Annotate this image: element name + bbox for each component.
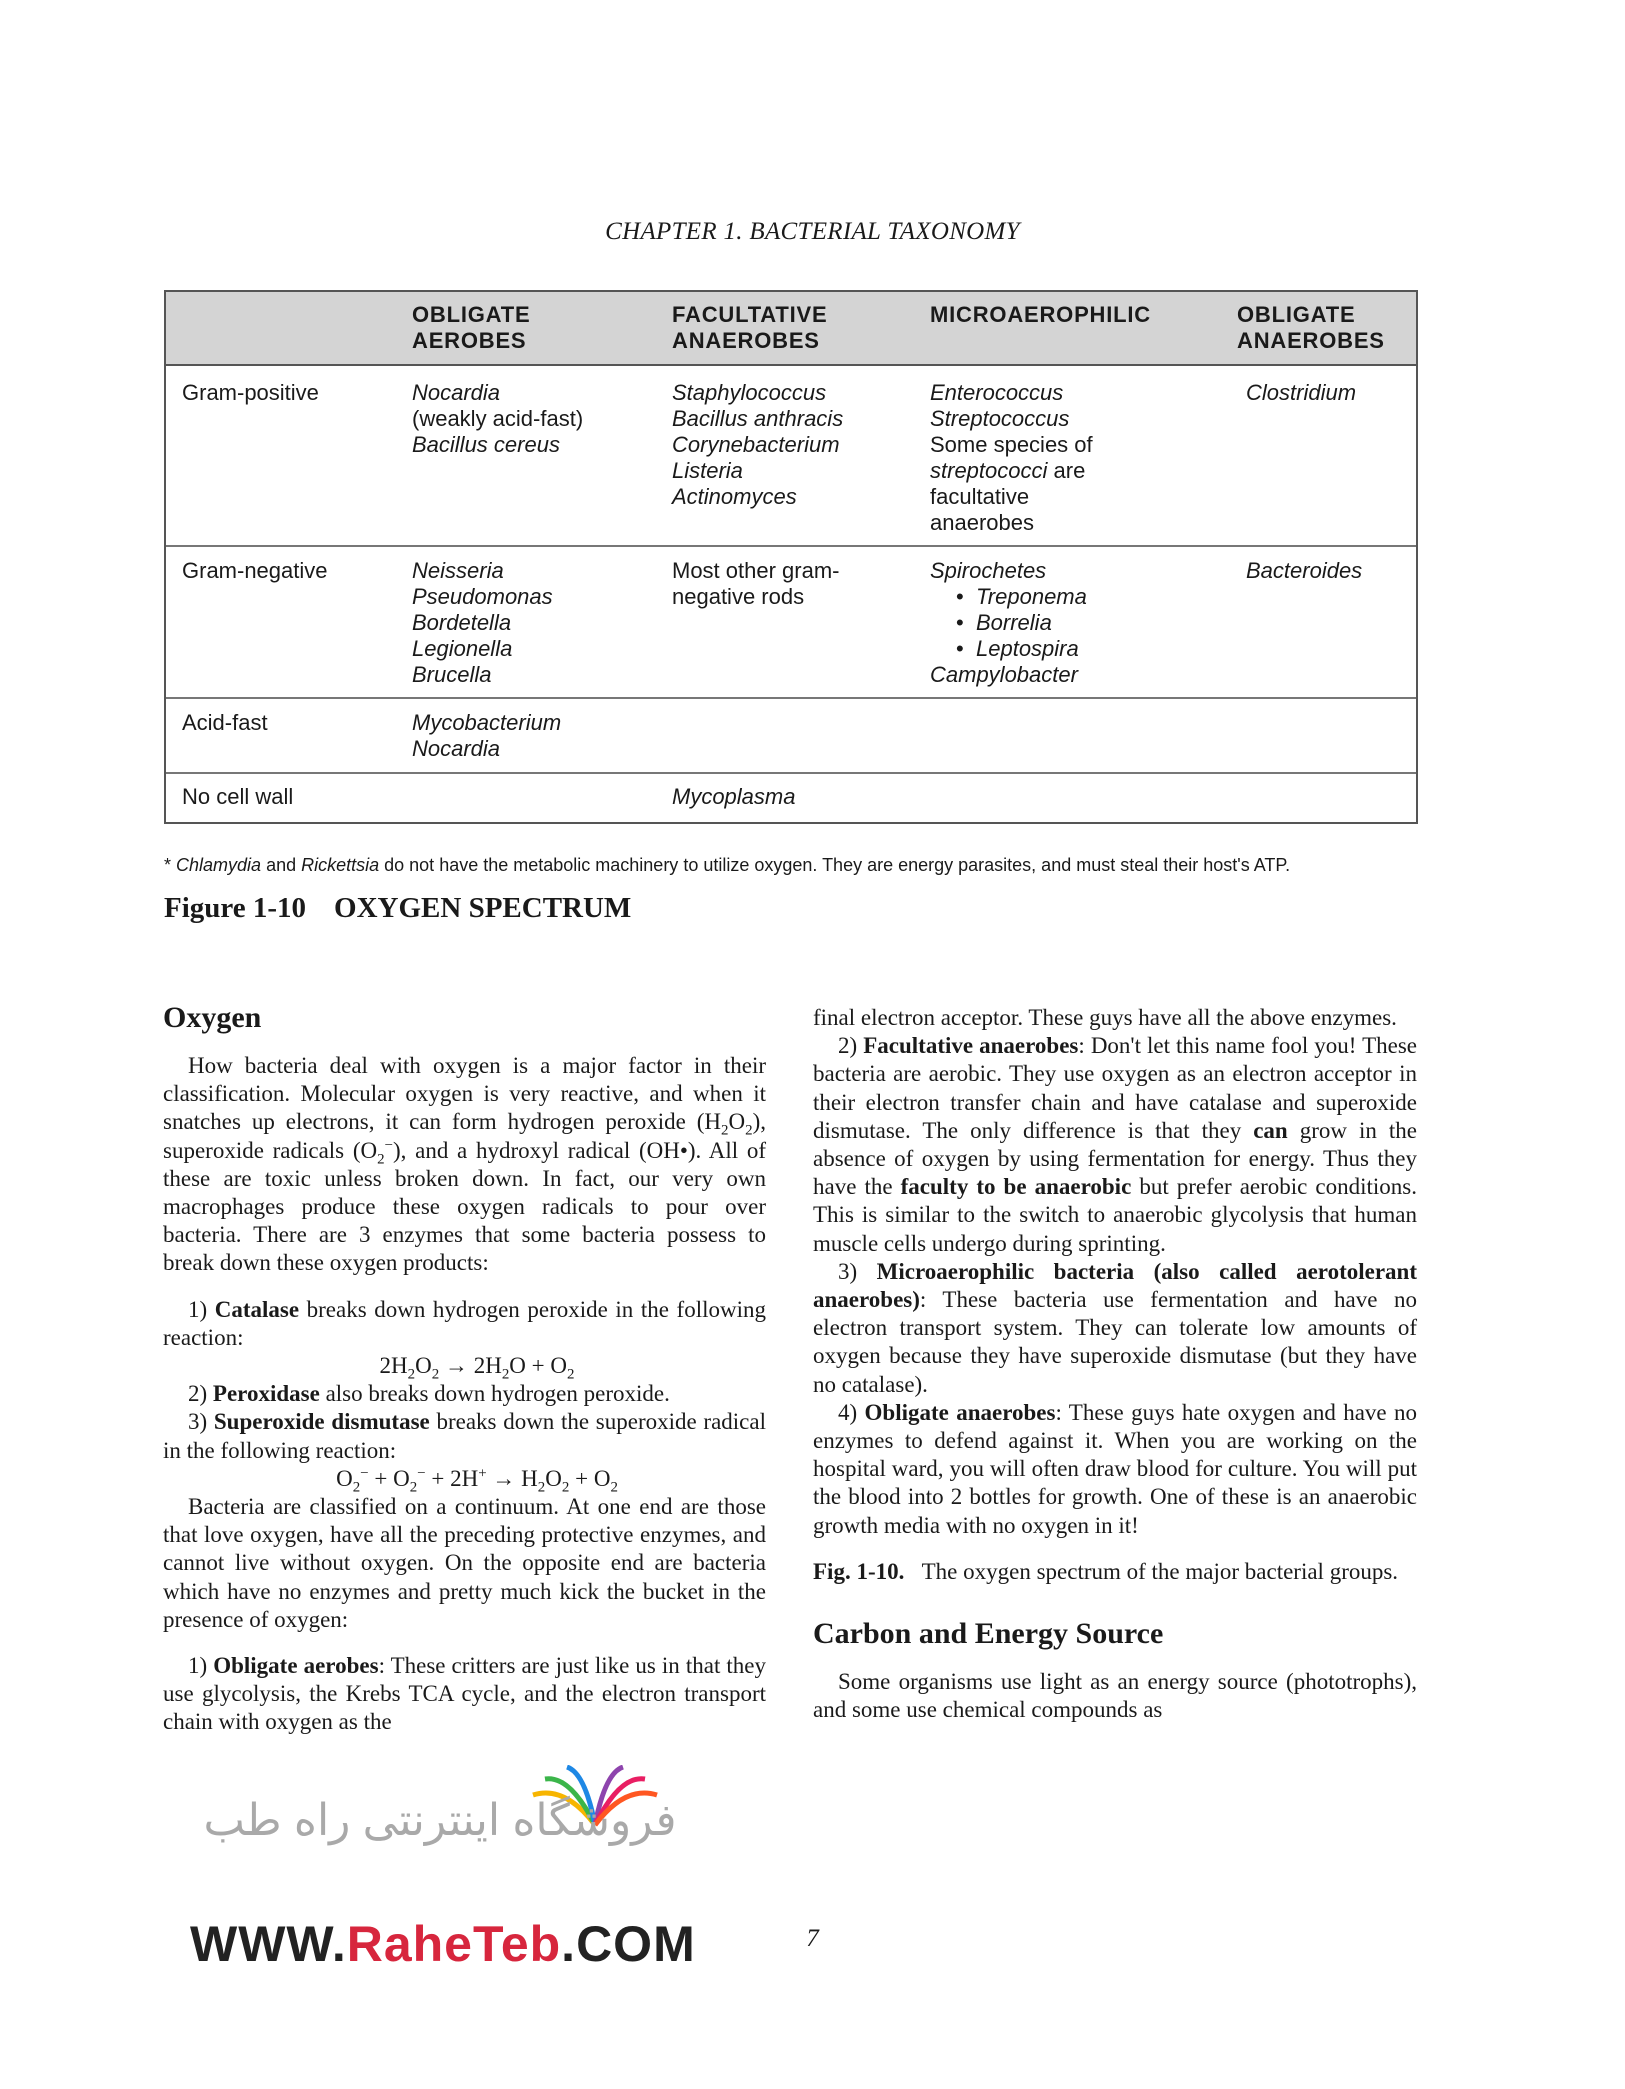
- cell-gram-positive-obligate-aerobes: Nocardia (weakly acid-fast) Bacillus cereus: [412, 380, 584, 457]
- cell-acid-fast-obligate-aerobes: Mycobacterium Nocardia: [412, 710, 562, 761]
- paragraph-continuum: Bacteria are classified on a continuum. At one end are those that love oxygen, have all the preceding protective enzymes, and cannot live without oxygen. On the opposite end are bacteria which have no enzymes and pretty much kick the bucket in the presence of oxygen:: [163, 1494, 766, 1632]
- watermark: [190, 1785, 710, 1995]
- col-header-microaerophilic: MICROAEROPHILIC: [930, 302, 1151, 327]
- paragraph-aerobes-continued: final electron acceptor. These guys have all the above enzymes.: [813, 1005, 1397, 1030]
- row-divider: [166, 545, 1416, 547]
- cell-gram-positive-obligate-anaerobes: Clostridium: [1246, 380, 1357, 405]
- oxygen-spectrum-table: [164, 290, 1418, 824]
- running-head: CHAPTER 1. BACTERIAL TAXONOMY: [605, 218, 1020, 245]
- section-heading-oxygen: Oxygen: [163, 1001, 262, 1034]
- row-label-no-cell-wall: No cell wall: [182, 784, 294, 809]
- figure-caption: Fig. 1-10. The oxygen spectrum of the major bacterial groups.: [813, 1558, 1399, 1584]
- equation-superoxide-dismutase: $O_2^- + O_2^- + 2H^+ \to H_2O_2 + O_2$: [336, 1465, 618, 1496]
- paragraph-facultative-anaerobes: 2) Facultative anaerobes: Don't let this name fool you! These bacteria are aerobic. They use oxygen as an electron acceptor in their electron transfer chain and have catalase and superoxide dismutase. The only difference is that they can grow in the absence of oxygen by using fermentation for energy. Thus they have the faculty to be anaerobic but prefer aerobic conditions. This is similar to the switch to anaerobic glycolysis that human muscle cells undergo during sprinting.: [813, 1033, 1418, 1256]
- row-label-gram-positive: Gram-positive: [182, 380, 319, 405]
- left-column: [163, 1000, 766, 1737]
- row-divider: [166, 697, 1416, 699]
- cell-gram-positive-facultative-anaerobes: Staphylococcus Bacillus anthracis Corynebacterium Listeria Actinomyces: [672, 380, 844, 509]
- cell-gram-negative-microaerophilic: Spirochetes • Treponema • Borrelia • Leptospira Campylobacter: [930, 558, 1087, 688]
- paragraph-microaerophilic: 3) Microaerophilic bacteria (also called aerotolerant anaerobes): These bacteria use fermentation and have no electron transport system. They can tolerate low amounts of oxygen because they have superoxide dismutase (but they have no catalase).: [813, 1258, 1417, 1397]
- watermark-url: WWW.RaheTeb.COM: [190, 1916, 696, 1972]
- equation-catalase: $2H_2O_2 \to 2H_2O + O_2$: [379, 1353, 575, 1383]
- paragraph-carbon-energy: Some organisms use light as an energy source (phototrophs), and some use chemical compounds as: [813, 1669, 1417, 1723]
- row-label-acid-fast: Acid-fast: [182, 710, 268, 735]
- col-header-obligate-aerobes: OBLIGATE AEROBES: [412, 302, 531, 353]
- cell-gram-negative-obligate-aerobes: Neisseria Pseudomonas Bordetella Legionella Brucella: [412, 558, 553, 687]
- cell-gram-negative-facultative-anaerobes: Most other gram- negative rods: [672, 558, 840, 609]
- figure-title: Figure 1-10 OXYGEN SPECTRUM: [164, 892, 632, 924]
- paragraph-oxygen-intro: How bacteria deal with oxygen is a major factor in their classification. Molecular oxygen is very reactive, and when it snatches up electrons, it can form hydrogen peroxide $(H_2O_2)$, superoxide radicals $(O_2^-)$, and a hydroxyl radical (OH•). All of these are toxic unless broken down. In fact, our very own macrophages produce these oxygen radicals to pour over bacteria. There are 3 enzymes that some bacteria possess to break down these oxygen products:: [163, 1053, 766, 1276]
- table-footnote: * Chlamydia and Rickettsia do not have the metabolic machinery to utilize oxygen. They are energy parasites, and must steal their host's ATP.: [164, 855, 1291, 875]
- paragraph-catalase: 1) Catalase breaks down hydrogen peroxide in the following reaction:: [163, 1296, 766, 1350]
- table-header-row: [166, 292, 1416, 366]
- cell-no-cell-wall-facultative-anaerobes: Mycoplasma: [672, 784, 796, 809]
- section-heading-carbon-energy: Carbon and Energy Source: [813, 1617, 1164, 1651]
- col-header-facultative-anaerobes: FACULTATIVE ANAEROBES: [672, 302, 828, 353]
- paragraph-superoxide-dismutase: 3) Superoxide dismutase breaks down the superoxide radical in the following reaction:: [163, 1409, 766, 1463]
- cell-gram-negative-obligate-anaerobes: Bacteroides: [1246, 558, 1363, 583]
- col-header-obligate-anaerobes: OBLIGATE ANAEROBES: [1237, 302, 1385, 353]
- paragraph-peroxidase: 2) Peroxidase also breaks down hydrogen peroxide.: [188, 1381, 670, 1407]
- row-divider: [166, 772, 1416, 774]
- row-label-gram-negative: Gram-negative: [182, 558, 328, 583]
- paragraph-obligate-aerobes: 1) Obligate aerobes: These critters are just like us in that they use glycolysis, the Krebs TCA cycle, and the electron transport chain with oxygen as the: [163, 1653, 766, 1735]
- right-column: [813, 1004, 1417, 1724]
- watermark-persian-text: فروشگاه اینترنتی راه طب: [203, 1796, 677, 1845]
- cell-gram-positive-microaerophilic: Enterococcus Streptococcus Some species of streptococci are facultative anaerobes: [930, 380, 1093, 535]
- page-number: 7: [806, 1925, 819, 1952]
- paragraph-obligate-anaerobes: 4) Obligate anaerobes: These guys hate oxygen and have no enzymes to defend against it. When you are working on the hospital ward, you will often draw blood for culture. You will put the blood into 2 bottles for growth. One of these is an anaerobic growth media with no oxygen in it!: [813, 1399, 1417, 1538]
